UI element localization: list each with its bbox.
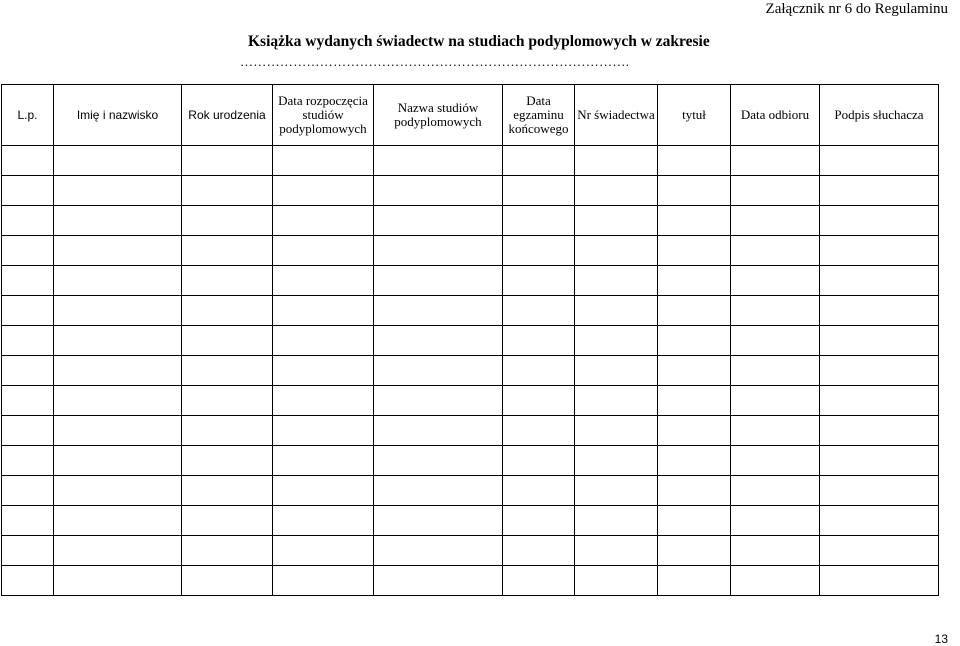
table-cell[interactable] <box>658 326 731 356</box>
table-cell[interactable] <box>54 146 182 176</box>
table-cell[interactable] <box>182 266 273 296</box>
table-row <box>2 146 939 176</box>
table-cell[interactable] <box>182 206 273 236</box>
table-cell[interactable] <box>575 506 658 536</box>
table-cell[interactable] <box>2 566 54 596</box>
table-row <box>2 236 939 266</box>
table-row <box>2 266 939 296</box>
table-cell[interactable] <box>575 176 658 206</box>
table-cell[interactable] <box>54 266 182 296</box>
table-row <box>2 356 939 386</box>
table-row <box>2 476 939 506</box>
table-cell[interactable] <box>273 146 374 176</box>
table-body <box>2 146 939 596</box>
table-cell[interactable] <box>731 446 820 476</box>
table-row <box>2 566 939 596</box>
table-row <box>2 296 939 326</box>
table-cell[interactable] <box>2 536 54 566</box>
table-cell[interactable] <box>2 176 54 206</box>
table-cell[interactable] <box>503 446 575 476</box>
table-cell[interactable] <box>731 266 820 296</box>
table-cell[interactable] <box>374 506 503 536</box>
annex-label: Załącznik nr 6 do Regulaminu <box>765 1 948 17</box>
scope-blank-line: ……………………………………………………………………………. <box>240 54 630 69</box>
table-cell[interactable] <box>182 416 273 446</box>
table-cell[interactable] <box>374 206 503 236</box>
table-cell[interactable] <box>374 566 503 596</box>
table-cell[interactable] <box>273 236 374 266</box>
header-study-name: Nazwa studiów podyplomowych <box>374 85 503 146</box>
table-cell[interactable] <box>273 536 374 566</box>
table-cell[interactable] <box>2 446 54 476</box>
table-cell[interactable] <box>658 356 731 386</box>
table-cell[interactable] <box>273 326 374 356</box>
page-title: Książka wydanych świadectw na studiach podyplomowych w zakresie <box>248 33 710 50</box>
table-cell[interactable] <box>658 476 731 506</box>
header-lp: L.p. <box>2 85 54 146</box>
table-cell[interactable] <box>503 476 575 506</box>
table-header-row <box>2 85 939 146</box>
table-cell[interactable] <box>658 506 731 536</box>
table-cell[interactable] <box>182 176 273 206</box>
table-cell[interactable] <box>820 176 939 206</box>
table-cell[interactable] <box>182 476 273 506</box>
table-cell[interactable] <box>820 296 939 326</box>
header-pickup-date: Data odbioru <box>731 85 820 146</box>
table-cell[interactable] <box>731 326 820 356</box>
header-certificate-no: Nr świadectwa <box>575 85 658 146</box>
table-cell[interactable] <box>374 236 503 266</box>
table-cell[interactable] <box>503 566 575 596</box>
table-cell[interactable] <box>182 536 273 566</box>
table-cell[interactable] <box>503 176 575 206</box>
table-cell[interactable] <box>575 536 658 566</box>
table-cell[interactable] <box>658 296 731 326</box>
table-cell[interactable] <box>820 476 939 506</box>
table-cell[interactable] <box>503 506 575 536</box>
table-cell[interactable] <box>731 416 820 446</box>
table-cell[interactable] <box>54 176 182 206</box>
table-row <box>2 446 939 476</box>
table-row <box>2 176 939 206</box>
table-cell[interactable] <box>273 296 374 326</box>
table-cell[interactable] <box>820 416 939 446</box>
table-cell[interactable] <box>658 146 731 176</box>
table-cell[interactable] <box>731 176 820 206</box>
header-exam-date: Data egzaminu końcowego <box>503 85 575 146</box>
table-cell[interactable] <box>658 176 731 206</box>
table-cell[interactable] <box>658 566 731 596</box>
table-cell[interactable] <box>820 356 939 386</box>
table-cell[interactable] <box>182 236 273 266</box>
table-cell[interactable] <box>503 356 575 386</box>
table-cell[interactable] <box>731 536 820 566</box>
table-cell[interactable] <box>575 446 658 476</box>
table-cell[interactable] <box>575 476 658 506</box>
table-cell[interactable] <box>820 236 939 266</box>
header-title: tytuł <box>658 85 731 146</box>
table-cell[interactable] <box>731 476 820 506</box>
table-cell[interactable] <box>575 296 658 326</box>
table-cell[interactable] <box>2 416 54 446</box>
table-cell[interactable] <box>731 296 820 326</box>
table-cell[interactable] <box>820 506 939 536</box>
table-cell[interactable] <box>273 356 374 386</box>
table-cell[interactable] <box>273 266 374 296</box>
table-cell[interactable] <box>731 146 820 176</box>
table-cell[interactable] <box>658 446 731 476</box>
table-cell[interactable] <box>820 146 939 176</box>
table-cell[interactable] <box>820 566 939 596</box>
table-cell[interactable] <box>54 326 182 356</box>
table-cell[interactable] <box>54 506 182 536</box>
table-row <box>2 206 939 236</box>
table-cell[interactable] <box>575 326 658 356</box>
table-cell[interactable] <box>658 536 731 566</box>
table-cell[interactable] <box>182 566 273 596</box>
table-cell[interactable] <box>2 356 54 386</box>
table-cell[interactable] <box>54 296 182 326</box>
table-cell[interactable] <box>273 416 374 446</box>
table-cell[interactable] <box>182 506 273 536</box>
table-row <box>2 326 939 356</box>
table-cell[interactable] <box>575 206 658 236</box>
table-cell[interactable] <box>820 266 939 296</box>
table-cell[interactable] <box>273 506 374 536</box>
table-cell[interactable] <box>503 296 575 326</box>
table-cell[interactable] <box>2 326 54 356</box>
table-cell[interactable] <box>658 416 731 446</box>
table-cell[interactable] <box>503 236 575 266</box>
table-cell[interactable] <box>2 236 54 266</box>
table-cell[interactable] <box>575 266 658 296</box>
table-cell[interactable] <box>182 146 273 176</box>
table-cell[interactable] <box>503 206 575 236</box>
table-cell[interactable] <box>54 206 182 236</box>
table-cell[interactable] <box>503 326 575 356</box>
table-cell[interactable] <box>374 536 503 566</box>
table-cell[interactable] <box>503 536 575 566</box>
table-cell[interactable] <box>374 476 503 506</box>
table-row <box>2 386 939 416</box>
table-cell[interactable] <box>820 386 939 416</box>
table-cell[interactable] <box>54 416 182 446</box>
table-cell[interactable] <box>2 296 54 326</box>
table-cell[interactable] <box>54 446 182 476</box>
table-cell[interactable] <box>820 326 939 356</box>
table-cell[interactable] <box>182 446 273 476</box>
page-number: 13 <box>934 632 948 646</box>
table-cell[interactable] <box>374 386 503 416</box>
table-row <box>2 416 939 446</box>
table-cell[interactable] <box>182 296 273 326</box>
table-cell[interactable] <box>2 146 54 176</box>
table-cell[interactable] <box>273 566 374 596</box>
table-cell[interactable] <box>273 446 374 476</box>
table-cell[interactable] <box>182 386 273 416</box>
table-cell[interactable] <box>374 326 503 356</box>
table-cell[interactable] <box>182 326 273 356</box>
table-cell[interactable] <box>575 236 658 266</box>
table-cell[interactable] <box>2 386 54 416</box>
table-cell[interactable] <box>731 206 820 236</box>
table-cell[interactable] <box>374 266 503 296</box>
table-cell[interactable] <box>575 566 658 596</box>
table-cell[interactable] <box>273 176 374 206</box>
table-cell[interactable] <box>731 506 820 536</box>
header-birth-year: Rok urodzenia <box>182 85 273 146</box>
table-cell[interactable] <box>658 386 731 416</box>
table-cell[interactable] <box>273 476 374 506</box>
certificate-register-table <box>1 84 939 596</box>
table-cell[interactable] <box>54 386 182 416</box>
table-cell[interactable] <box>575 356 658 386</box>
table-cell[interactable] <box>374 416 503 446</box>
table-cell[interactable] <box>374 146 503 176</box>
table-row <box>2 506 939 536</box>
table-cell[interactable] <box>731 356 820 386</box>
table-cell[interactable] <box>374 446 503 476</box>
table-cell[interactable] <box>731 566 820 596</box>
header-start-date: Data rozpoczęcia studiów podyplomowych <box>273 85 374 146</box>
table-cell[interactable] <box>503 416 575 446</box>
table-cell[interactable] <box>820 446 939 476</box>
table-cell[interactable] <box>54 356 182 386</box>
table-cell[interactable] <box>2 476 54 506</box>
table-cell[interactable] <box>658 206 731 236</box>
table-cell[interactable] <box>503 386 575 416</box>
table-cell[interactable] <box>374 296 503 326</box>
header-signature: Podpis słuchacza <box>820 85 939 146</box>
table-cell[interactable] <box>575 386 658 416</box>
table-cell[interactable] <box>503 266 575 296</box>
table-cell[interactable] <box>731 236 820 266</box>
table-cell[interactable] <box>374 356 503 386</box>
table-cell[interactable] <box>273 206 374 236</box>
table-cell[interactable] <box>2 506 54 536</box>
table-cell[interactable] <box>2 206 54 236</box>
table-cell[interactable] <box>575 146 658 176</box>
header-name: Imię i nazwisko <box>54 85 182 146</box>
table-cell[interactable] <box>575 416 658 446</box>
table-cell[interactable] <box>820 536 939 566</box>
table-cell[interactable] <box>731 386 820 416</box>
table-cell[interactable] <box>658 266 731 296</box>
table-cell[interactable] <box>54 536 182 566</box>
table-cell[interactable] <box>374 176 503 206</box>
table-cell[interactable] <box>658 236 731 266</box>
table-row <box>2 536 939 566</box>
table-cell[interactable] <box>182 356 273 386</box>
table-cell[interactable] <box>273 386 374 416</box>
table-cell[interactable] <box>54 566 182 596</box>
table-cell[interactable] <box>54 476 182 506</box>
table-cell[interactable] <box>503 146 575 176</box>
table-cell[interactable] <box>820 206 939 236</box>
table-cell[interactable] <box>54 236 182 266</box>
table-cell[interactable] <box>2 266 54 296</box>
